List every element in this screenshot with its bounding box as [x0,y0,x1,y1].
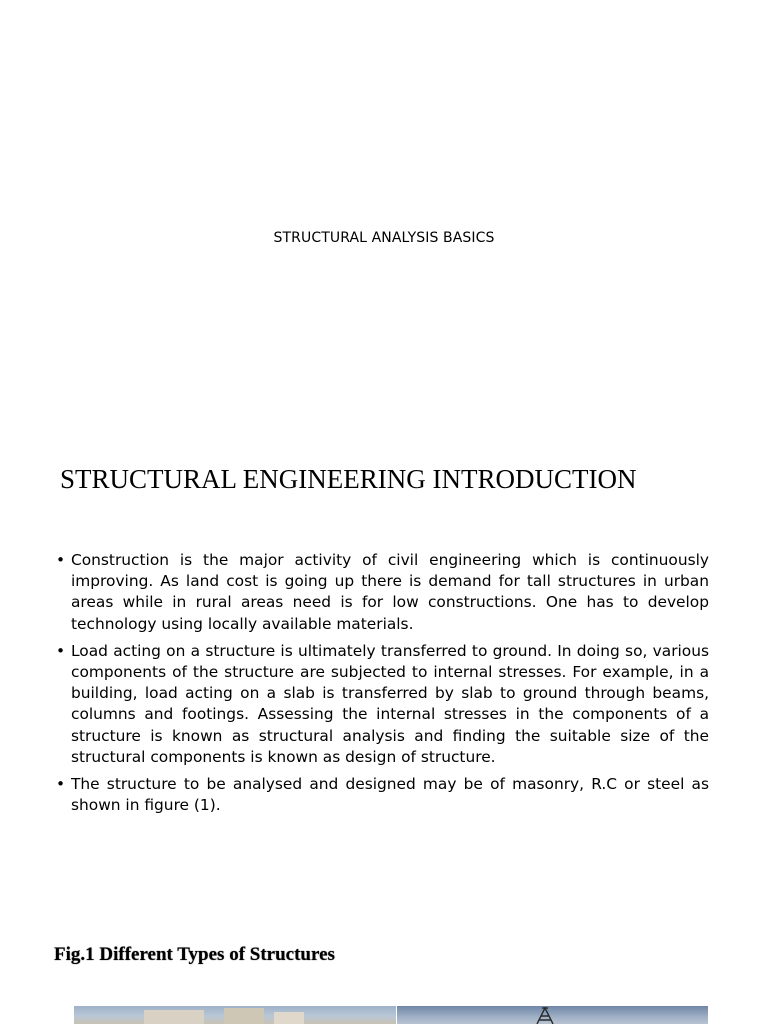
figure-images [74,1006,708,1024]
bullet-text: Construction is the major activity of civil engineering which is continuously improving. As land cost is going up there is demand for tall structures in urban areas while in rural areas need is for low constructions. One has to develop technology using locally available materials. [71,551,709,633]
figure-caption: Fig.1 Different Types of Structures [54,944,335,965]
bullet-list [56,550,709,822]
bullet-text: Load acting on a structure is ultimately transferred to ground. In doing so, various components of the structure are subjected to internal stresses. For example, in a building, load acting on a slab is transferred by slab to ground through beams, columns and footings. Assessing the internal stresses in the components of a structure is known as structural analysis and finding the suitable size of the structural components is known as design of structure. [71,641,709,766]
bullet-icon: • [56,775,66,794]
list-item [56,641,709,768]
bullet-icon: • [56,551,66,569]
list-item [56,550,709,635]
section-heading: STRUCTURAL ENGINEERING INTRODUCTION [60,464,637,494]
list-item [56,774,709,816]
building-silhouette-icon [74,1006,396,1024]
masonry-structure-photo [74,1006,396,1024]
bullet-text: The structure to be analysed and designed may be of masonry, R.C or steel as shown in figure (1). [71,775,709,815]
steel-tower-icon [397,1006,708,1024]
document-subtitle: STRUCTURAL ANALYSIS BASICS [273,230,495,246]
bullet-icon: • [56,641,66,660]
steel-structure-photo [397,1006,708,1024]
